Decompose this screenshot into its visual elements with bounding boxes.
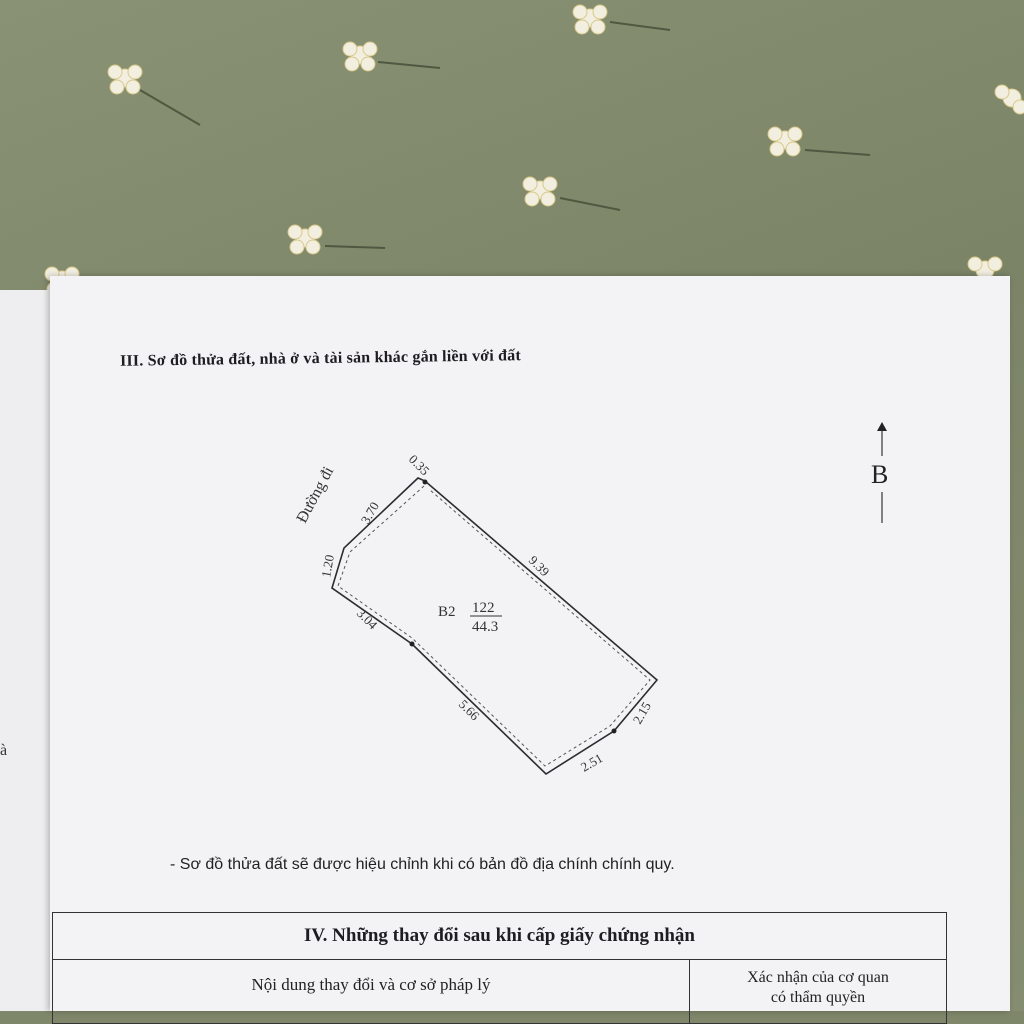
- parcel-area: 44.3: [472, 619, 499, 635]
- changes-table: [52, 912, 947, 1024]
- edge-length-label: 9.39: [525, 552, 553, 580]
- edge-length-label: 0.35: [405, 451, 433, 479]
- table-divider: [53, 959, 946, 960]
- section-iii-title: III. Sơ đồ thửa đất, nhà ở và tài sản khác gắn liền với đất: [119, 347, 522, 370]
- parcel-vertex: [423, 480, 428, 485]
- column-header-confirmation-line1: Xác nhận của cơ quan: [747, 969, 889, 986]
- edge-length-label: 3.04: [353, 605, 381, 633]
- parcel-vertex: [612, 729, 617, 734]
- edge-length-label: 2.51: [578, 750, 606, 775]
- column-header-confirmation: [690, 968, 946, 1008]
- edge-length-label: 5.66: [455, 696, 483, 724]
- edge-text-fragment: à: [0, 742, 8, 759]
- edge-length-label: 3.70: [357, 499, 382, 527]
- north-label: B: [871, 460, 889, 489]
- parcel-code: B2: [438, 604, 456, 620]
- road-label: Đường đi: [293, 463, 338, 526]
- parcel-number: 122: [472, 600, 495, 616]
- column-header-content: Nội dung thay đổi và cơ sở pháp lý: [251, 975, 491, 994]
- column-header-confirmation-line2: có thẩm quyền: [770, 989, 866, 1006]
- north-arrow-icon: [877, 422, 887, 431]
- parcel-vertex: [410, 642, 415, 647]
- diagram-note: - Sơ đồ thửa đất sẽ được hiệu chỉnh khi có bản đồ địa chính chính quy.: [170, 856, 675, 873]
- section-iv-title: IV. Những thay đổi sau khi cấp giấy chứng nhận: [304, 925, 695, 946]
- edge-length-label: 1.20: [318, 553, 337, 579]
- edge-length-label: 2.15: [629, 699, 654, 727]
